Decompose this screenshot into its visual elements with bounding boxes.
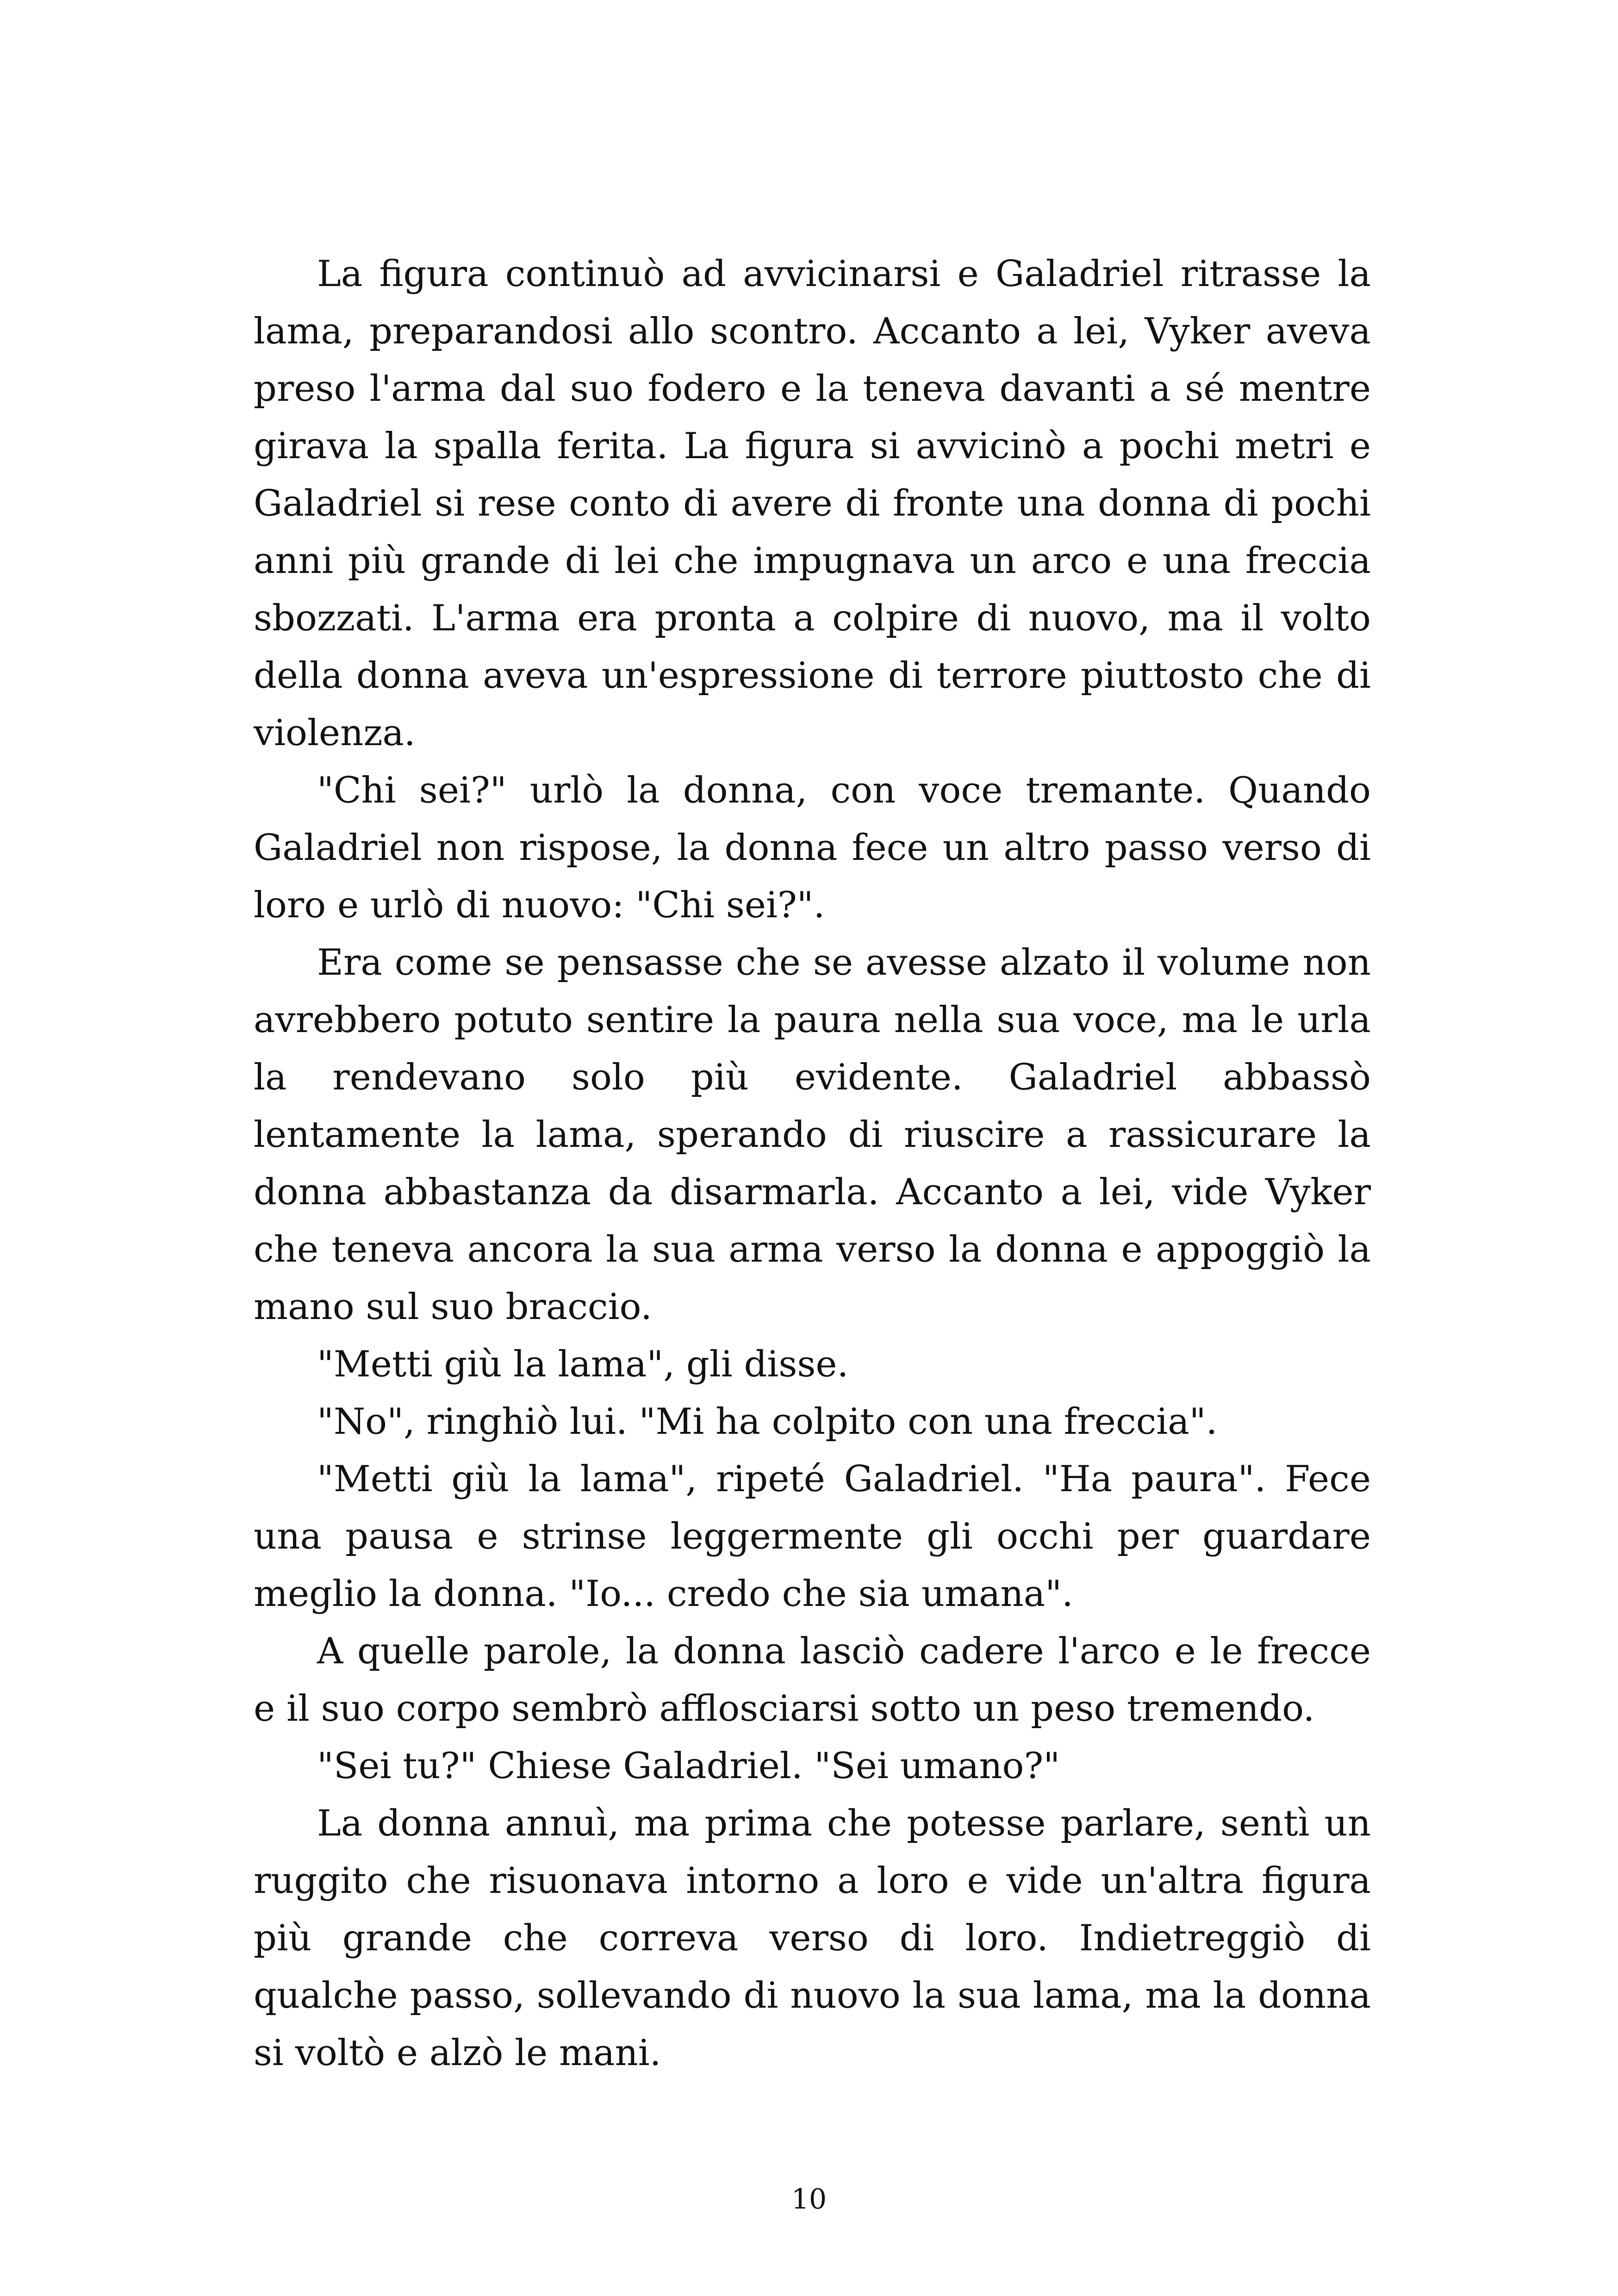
paragraph-8: "Sei tu?" Chiese Galadriel. "Sei umano?" <box>317 1745 1060 1787</box>
paragraph-9: La donna annuì, ma prima che potesse parlare, sentì un ruggito che risuonava intorno a loro e vide un'altra figura più grande che correva verso di loro. Indietreggiò di qualche passo, sollevando di nuovo la sua lama, ma la donna si voltò e alzò le mani. <box>254 1803 1371 2074</box>
paragraph-5: "No", ringhiò lui. "Mi ha colpito con una freccia". <box>317 1401 1218 1443</box>
paragraph-6: "Metti giù la lama", ripeté Galadriel. "Ha paura". Fece una pausa e strinse leggermente gli occhi per guardare meglio la donna. "Io... credo che sia umana". <box>254 1458 1371 1615</box>
paragraph-7: A quelle parole, la donna lasciò cadere l'arco e le frecce e il suo corpo sembrò afflosciarsi sotto un peso tremendo. <box>254 1630 1371 1730</box>
page-number: 10 <box>791 2183 827 2215</box>
paragraph-4: "Metti giù la lama", gli disse. <box>317 1344 849 1385</box>
paragraph-3: Era come se pensasse che se avesse alzato il volume non avrebbero potuto sentire la paura nella sua voce, ma le urla la rendevano solo più evidente. Galadriel abbassò lentamente la lama, sperando di riuscire a rassicurare la donna abbastanza da disarmarla. Accanto a lei, vide Vyker che teneva ancora la sua arma verso la donna e appoggiò la mano sul suo braccio. <box>254 942 1371 1328</box>
body-text <box>254 245 1371 2082</box>
paragraph-2: "Chi sei?" urlò la donna, con voce tremante. Quando Galadriel non rispose, la donna fece un altro passo verso di loro e urlò di nuovo: "Chi sei?". <box>254 770 1371 926</box>
paragraph-1: La figura continuò ad avvicinarsi e Galadriel ritrasse la lama, preparandosi allo scontro. Accanto a lei, Vyker aveva preso l'arma dal suo fodero e la teneva davanti a sé mentre girava la spalla ferita. La figura si avvicinò a pochi metri e Galadriel si rese conto di avere di fronte una donna di pochi anni più grande di lei che impugnava un arco e una freccia sbozzati. L'arma era pronta a colpire di nuovo, ma il volto della donna aveva un'espressione di terrore piuttosto che di violenza. <box>254 253 1371 754</box>
